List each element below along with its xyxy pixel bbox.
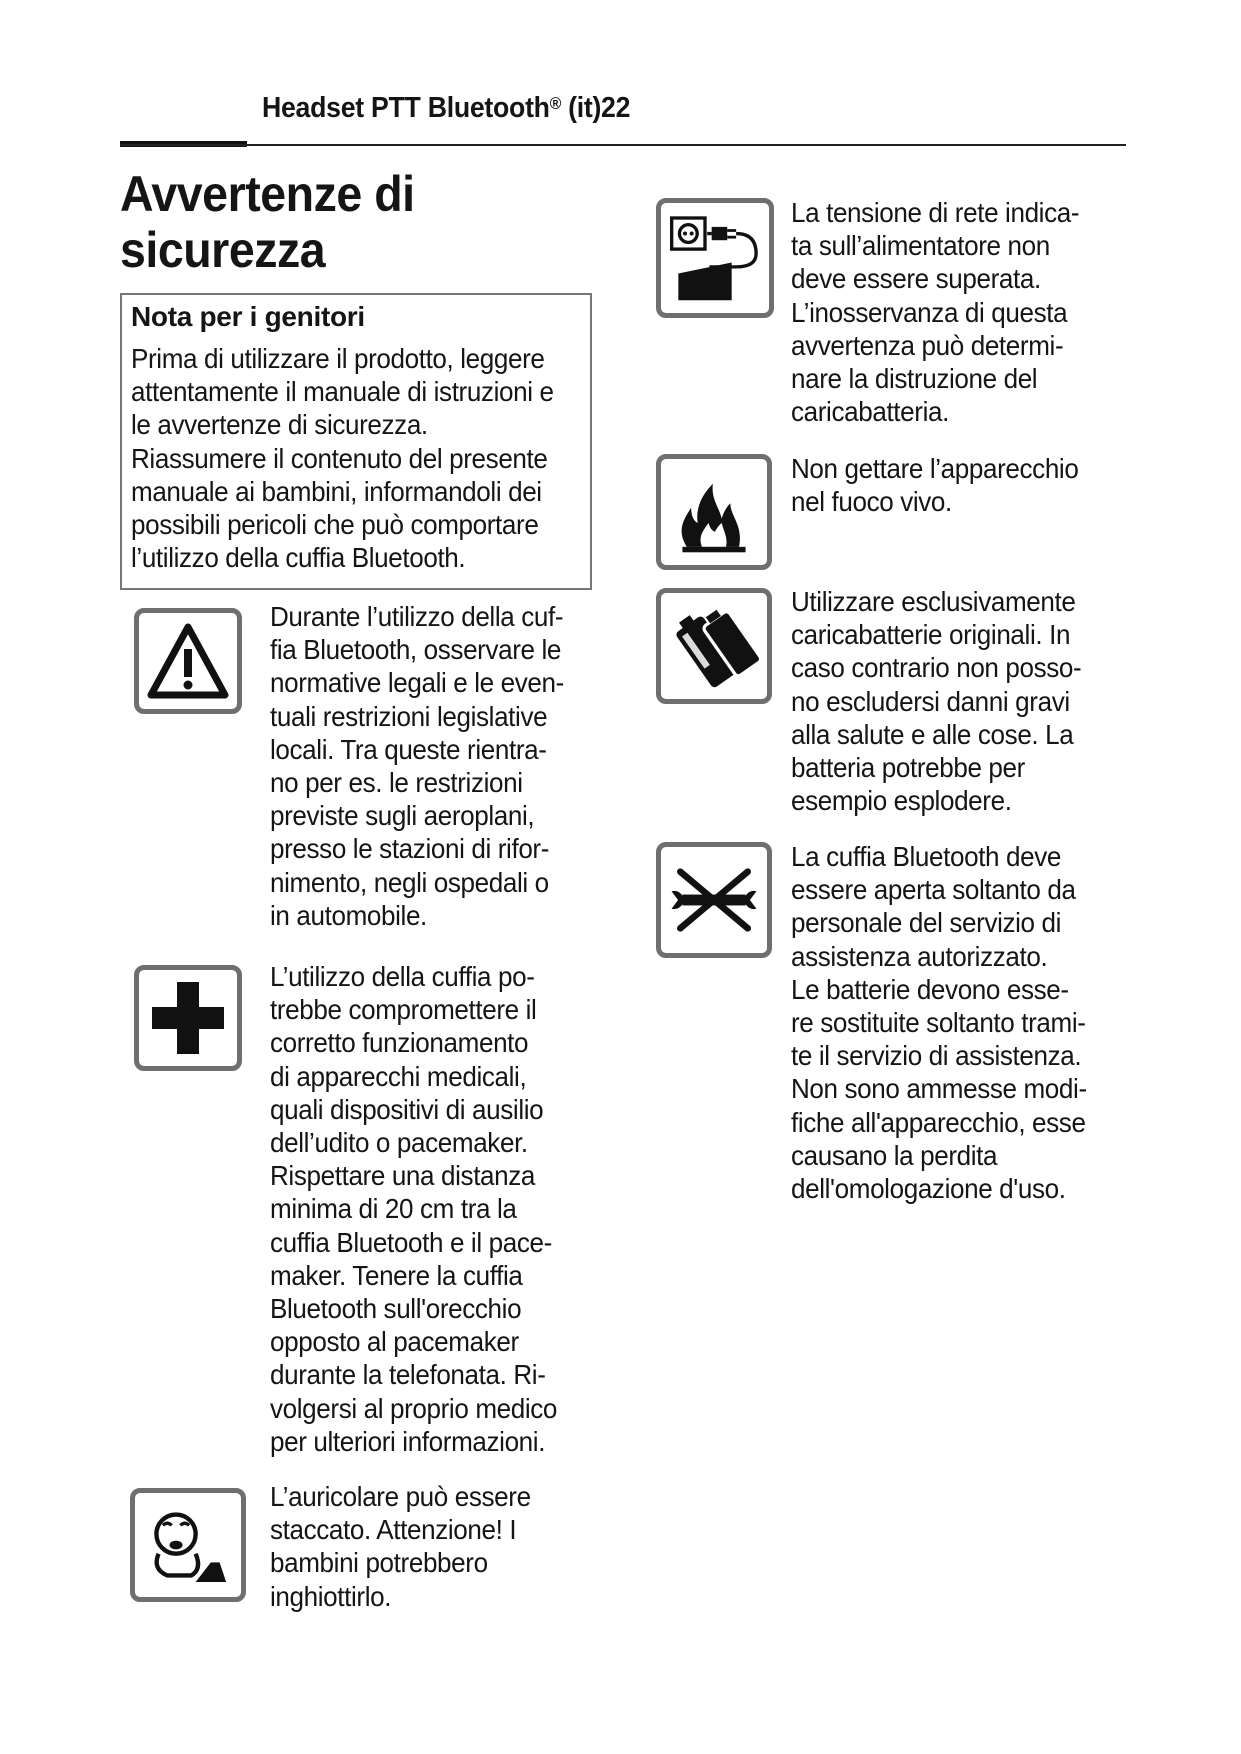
warning-triangle-icon: [134, 608, 242, 714]
item-text: L’utilizzo della cuffia po- trebbe compromettere il corretto funzionamento di apparecchi medicali, quali dispositivi di ausilio dell’udito o pacemaker. Rispettare una distanza minima di 20 cm tra la cuffia Bluetooth e il pace- maker. Tenere la cuffia Bluetooth sull'orecchio opposto al pacemaker durante la telefonata. Ri- volgersi al proprio medico per ulteriori informazioni.: [270, 961, 558, 1457]
item-text: La cuffia Bluetooth deve essere aperta soltanto da personale del servizio di assistenza autorizzato. Le batterie devono esse- re sostituite soltanto trami- te il servizio di assistenza. Non sono ammesse modi- fiche all'apparecchio, esse causano la perdita dell'omologazione d'uso.: [791, 841, 1087, 1205]
power-supply-icon: [656, 198, 774, 318]
item-text: Utilizzare esclusivamente caricabatterie originali. In caso contrario non posso- no escludersi danni gravi alla salute e alle cose. La batteria potrebbe per esempio esplodere.: [791, 586, 1082, 817]
parents-note-box: [120, 293, 592, 590]
header-rule: [120, 144, 1126, 146]
header-title: Headset PTT Bluetooth: [262, 92, 550, 124]
item-text: L’auricolare può essere staccato. Attenzione! I bambini potrebbero inghiottirlo.: [270, 1481, 531, 1612]
left-item-2: [270, 960, 610, 1458]
right-item-2: [791, 452, 1131, 518]
baby-choking-icon: [130, 1488, 246, 1602]
item-text: Durante l’utilizzo della cuf- fia Bluetooth, osservare le normative legali e le even- tuali restrizioni legislative locali. Tra queste rientra- no per es. le restrizioni previste sugli aeroplani, presso le stazioni di rifor- nimento, negli ospedali o in automobile.: [270, 601, 564, 931]
right-item-3: [791, 585, 1131, 817]
battery-icon: [656, 588, 772, 704]
note-text: Prima di utilizzare il prodotto, leggere attentamente il manuale di istruzioni e le avvertenze di sicurezza. Riassumere il contenuto del presente manuale ai bambini, informandoli dei possibili pericoli che può comportare l’utilizzo della cuffia Bluetooth.: [131, 343, 554, 574]
registered-mark: ®: [549, 94, 561, 113]
fire-icon: [656, 454, 772, 570]
page-number: (it)22: [560, 92, 631, 124]
item-text: Non gettare l’apparecchio nel fuoco vivo.: [791, 453, 1079, 518]
note-heading: Nota per i genitori: [131, 301, 365, 332]
left-item-1: [270, 600, 610, 932]
page-title: Avvertenze di sicurezza: [120, 166, 415, 278]
right-item-4: [791, 840, 1131, 1205]
item-text: La tensione di rete indica- ta sull’alimentatore non deve essere superata. L’inosservanza di questa avvertenza può determi- nare la distruzione del caricabatteria.: [791, 197, 1080, 428]
right-item-1: [791, 196, 1131, 428]
no-tools-icon: [656, 842, 772, 958]
page-header: [262, 92, 630, 125]
medical-cross-icon: [134, 965, 242, 1071]
left-item-3: [270, 1480, 610, 1613]
